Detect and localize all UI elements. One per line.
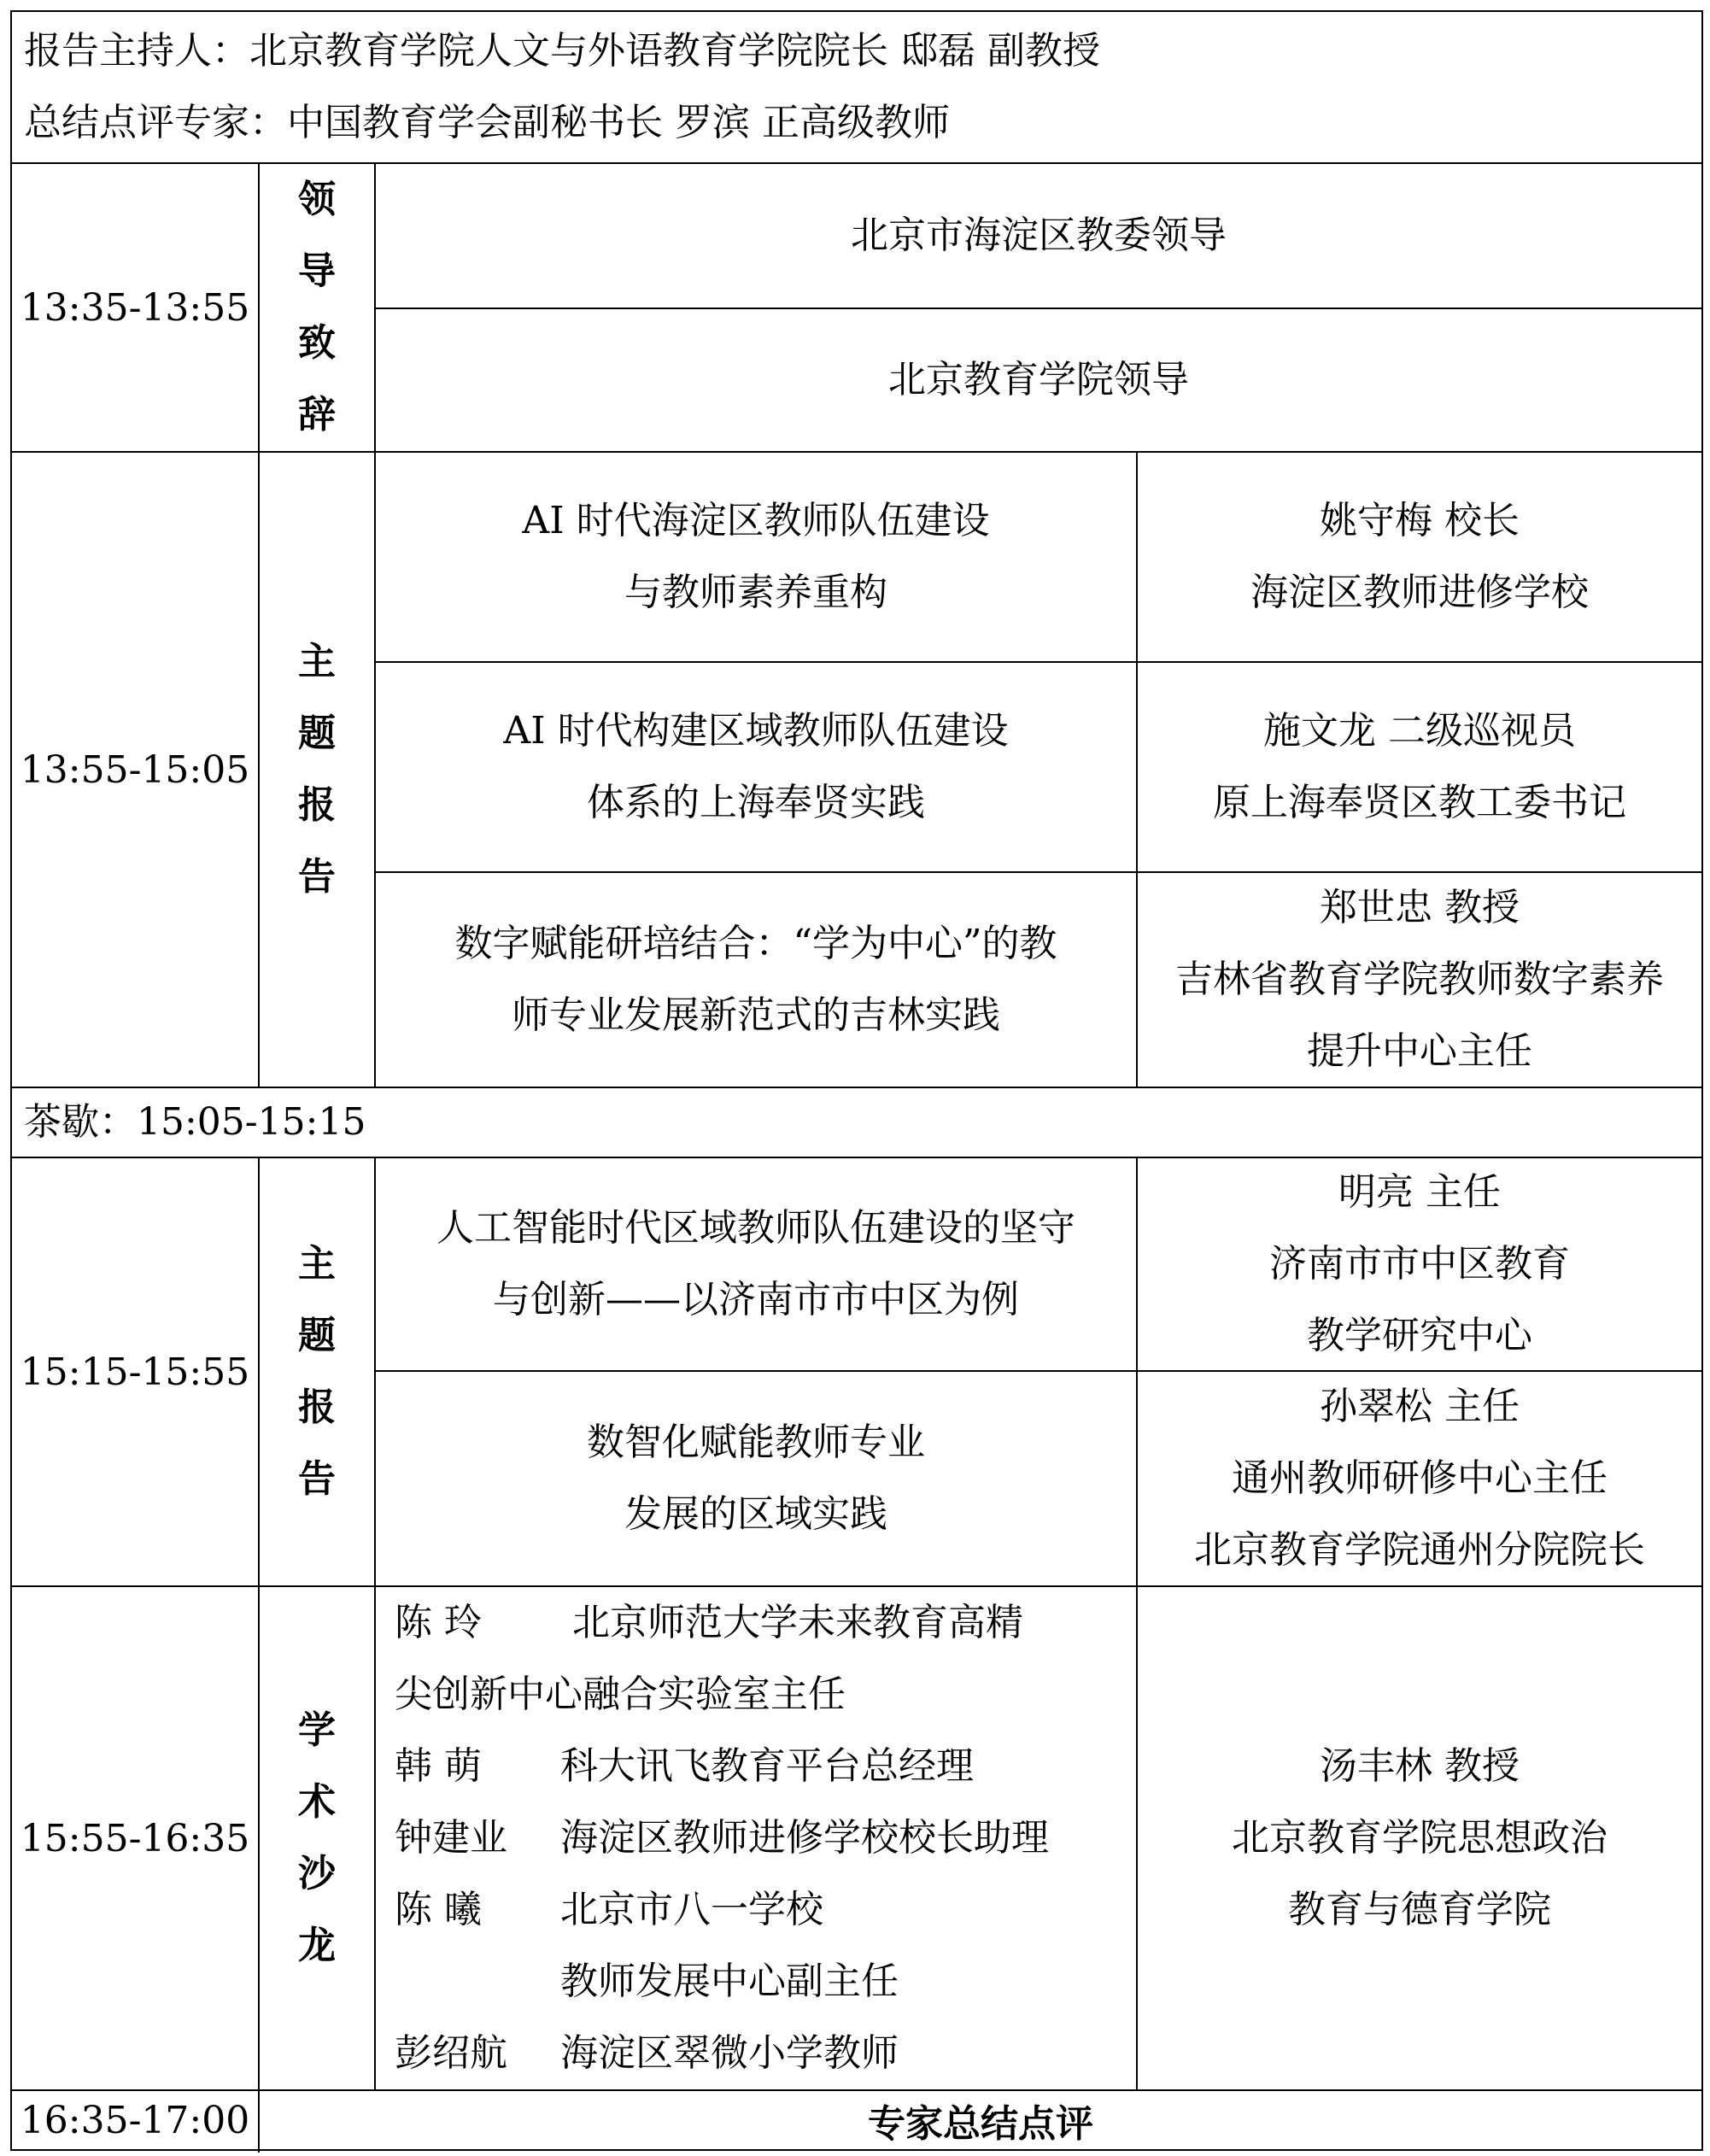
report-title: 人工智能时代区域教师队伍建设的坚守 与创新——以济南市市中区为例 — [436, 1206, 1075, 1321]
time-cell — [12, 2091, 258, 2149]
report-title: AI 时代海淀区教师队伍建设 与教师素养重构 — [522, 499, 990, 614]
report-speaker: 明亮 主任 济南市市中区教育 教学研究中心 — [1269, 1170, 1570, 1357]
report-speaker: 姚守梅 校长 海淀区教师进修学校 — [1250, 499, 1589, 614]
greeting-item: 北京市海淀区教委领导 — [851, 214, 1227, 257]
time-cell — [12, 1158, 258, 1585]
divider — [374, 1157, 376, 2091]
report-speaker: 施文龙 二级巡视员 原上海奉贤区教工委书记 — [1213, 709, 1626, 824]
session-label: 主 题 报 告 — [298, 1242, 336, 1501]
report-title: 数智化赋能教师专业 发展的区域实践 — [587, 1421, 925, 1536]
time-slot: 13:35-13:55 — [20, 285, 250, 330]
reviewer-line: 总结点评专家：中国教育学会副秘书长 罗滨 正高级教师 — [24, 101, 950, 144]
panelist-row: 陈 玲 北京师范大学未来教育高精 — [395, 1601, 1023, 1644]
report-speaker: 孙翠松 主任 通州教师研修中心主任 北京教育学院通州分院院长 — [1194, 1385, 1645, 1572]
session-label: 主 题 报 告 — [298, 640, 336, 899]
salon-panelists — [376, 1587, 1136, 2089]
host-line: 报告主持人：北京教育学院人文与外语教育学院院长 邸磊 副教授 — [24, 29, 1100, 73]
time-slot: 16:35-17:00 — [20, 2098, 250, 2142]
divider — [374, 162, 376, 1088]
session-label: 学 术 沙 龙 — [298, 1708, 336, 1967]
closing-session: 专家总结点评 — [868, 2102, 1093, 2146]
report-title: AI 时代构建区域教师队伍建设 体系的上海奉贤实践 — [503, 709, 1009, 824]
greeting-item: 北京教育学院领导 — [888, 358, 1189, 401]
schedule-table — [10, 10, 1703, 2151]
report-speaker: 郑世忠 教授 吉林省教育学院教师数字素养 提升中心主任 — [1175, 886, 1664, 1073]
time-cell — [12, 1587, 258, 2089]
divider — [1136, 451, 1138, 1088]
time-slot: 15:55-16:35 — [20, 1816, 250, 1860]
salon-moderator: 汤丰林 教授 北京教育学院思想政治 教育与德育学院 — [1232, 1744, 1608, 1931]
tea-break: 茶歇：15:05-15:15 — [24, 1100, 366, 1144]
session-label: 领 导 致 辞 — [298, 178, 336, 436]
time-slot: 13:55-15:05 — [20, 747, 250, 792]
panelist-row: 钟建业 海淀区教师进修学校校长助理 — [395, 1816, 1049, 1860]
divider — [258, 162, 260, 1088]
divider — [258, 1157, 260, 2153]
time-cell — [12, 164, 258, 451]
divider — [1136, 1157, 1138, 2091]
panelist-row: 彭绍航 海淀区翠微小学教师 — [395, 2031, 899, 2075]
panelist-row: 教师发展中心副主任 — [560, 1960, 899, 2003]
time-cell — [12, 453, 258, 1087]
panelist-row: 尖创新中心融合实验室主任 — [395, 1673, 846, 1716]
time-slot: 15:15-15:55 — [20, 1350, 250, 1394]
report-title: 数字赋能研培结合：“学为中心”的教 师专业发展新范式的吉林实践 — [454, 922, 1057, 1037]
panelist-row: 韩 萌 科大讯飞教育平台总经理 — [395, 1744, 974, 1788]
panelist-row: 陈 曦 北京市八一学校 — [395, 1888, 823, 1931]
